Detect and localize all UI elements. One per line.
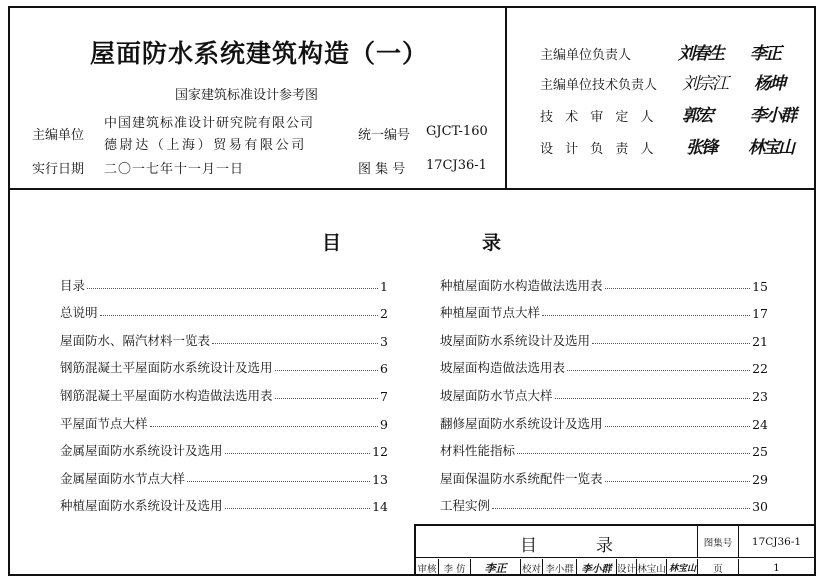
toc-leader [492, 508, 750, 509]
toc-entry-page: 17 [752, 306, 768, 322]
toc-entry-title: 钢筋混凝土平屋面防水构造做法选用表 [60, 387, 273, 403]
title-block-name [416, 526, 698, 558]
review-label: 审核 [417, 563, 437, 575]
toc-leader [212, 343, 378, 344]
toc-entry-page: 25 [752, 444, 768, 460]
toc-leader [87, 288, 378, 289]
toc-entry-title: 种植屋面防水构造做法选用表 [440, 277, 603, 293]
review-name: 李 仿 [438, 559, 470, 576]
toc-entry[interactable] [440, 432, 768, 460]
toc-entry[interactable] [60, 349, 388, 377]
toc-leader [187, 481, 370, 482]
toc-leader [225, 508, 371, 509]
review-signature: 李正 [470, 559, 520, 576]
atlas-no-value: 17CJ36-1 [738, 526, 814, 558]
toc-entry[interactable] [60, 404, 388, 432]
toc-leader [100, 315, 379, 316]
toc-left-column [60, 266, 388, 514]
toc-leader [517, 453, 750, 454]
title-block [414, 524, 814, 576]
toc-leader [225, 453, 371, 454]
toc-entry[interactable] [440, 266, 768, 294]
toc-leader [605, 426, 751, 427]
toc-entry[interactable] [440, 487, 768, 515]
toc-entry[interactable] [440, 349, 768, 377]
toc-entry-page: 3 [380, 333, 388, 349]
date-value: 二〇一七年十一月一日 [104, 162, 245, 177]
toc-leader [542, 315, 750, 316]
toc-entry-page: 14 [372, 499, 388, 515]
toc-entry-title: 材料性能指标 [440, 443, 516, 459]
toc-entry[interactable] [60, 294, 388, 322]
toc-leader [592, 343, 750, 344]
signature-1a: 刘春生 [678, 44, 723, 64]
check-name: 李小群 [542, 559, 576, 576]
toc-right-column [440, 266, 768, 514]
toc-leader [555, 398, 751, 399]
drawing-frame [8, 6, 816, 576]
toc-entry[interactable] [440, 294, 768, 322]
toc-leader [605, 288, 751, 289]
signature-2b: 杨坤 [754, 74, 784, 94]
toc-entry-page: 6 [380, 361, 388, 377]
toc-entry-title: 金属屋面防水系统设计及选用 [60, 443, 223, 459]
toc-entry-page: 2 [380, 306, 388, 322]
toc-entry-title: 平屋面节点大样 [60, 415, 148, 431]
signature-3a: 郭宏 [682, 106, 712, 126]
toc-entry-page: 22 [752, 361, 768, 377]
toc-entry[interactable] [60, 432, 388, 460]
atlas-label: 图 集 号 [358, 162, 406, 177]
toc-entry-page: 30 [752, 499, 768, 515]
document-subtitle: 国家建筑标准设计参考图 [175, 88, 319, 103]
editor-unit-label: 主编单位 [32, 128, 85, 143]
toc-entry-page: 21 [752, 333, 768, 349]
toc-entry[interactable] [440, 404, 768, 432]
toc-entry-title: 翻修屋面防水系统设计及选用 [440, 415, 603, 431]
toc-entry[interactable] [440, 376, 768, 404]
date-label: 实行日期 [32, 162, 85, 177]
toc-entry-title: 屋面防水、隔汽材料一览表 [60, 332, 211, 348]
toc-entry-title: 坡屋面构造做法选用表 [440, 360, 566, 376]
signature-role-2: 主编单位技术负责人 [540, 78, 658, 93]
toc-leader [275, 398, 379, 399]
signature-4a: 张锋 [686, 138, 716, 158]
toc-entry-title: 钢筋混凝土平屋面防水系统设计及选用 [60, 360, 273, 376]
signature-role-1: 主编单位负责人 [540, 48, 632, 63]
toc-entry[interactable] [60, 321, 388, 349]
header-block [10, 8, 814, 190]
toc-leader [567, 370, 750, 371]
toc-entry-page: 23 [752, 388, 768, 404]
signature-role-3: 技 术 审 定 人 [540, 110, 658, 125]
title-block-name-right: 录 [596, 536, 613, 556]
page-label: 页 [713, 563, 723, 575]
document-title: 屋面防水系统建筑构造（一） [90, 39, 429, 68]
toc-entry-page: 15 [752, 278, 768, 294]
toc-entry[interactable] [60, 459, 388, 487]
signature-role-4: 设 计 负 责 人 [540, 142, 658, 157]
toc-entry-page: 12 [372, 444, 388, 460]
toc-entry-title: 种植屋面防水系统设计及选用 [60, 498, 223, 514]
design-signature: 林宝山 [666, 559, 698, 576]
atlas-value: 17CJ36-1 [426, 158, 487, 173]
check-label: 校对 [520, 559, 542, 576]
atlas-no-label: 图集号 [698, 526, 738, 558]
toc-heading-left: 目 [322, 232, 342, 254]
toc-leader [150, 426, 379, 427]
toc-entry[interactable] [440, 321, 768, 349]
toc-entry-title: 金属屋面防水节点大样 [60, 470, 186, 486]
toc-leader [605, 481, 751, 482]
signature-2a: 刘宗江 [682, 74, 727, 94]
toc-entry-title: 屋面保温防水系统配件一览表 [440, 470, 603, 486]
toc-leader [275, 370, 379, 371]
toc-entry-title: 种植屋面节点大样 [440, 305, 541, 321]
toc-entry[interactable] [60, 487, 388, 515]
review-row [416, 559, 698, 576]
toc-entry-title: 坡屋面防水系统设计及选用 [440, 332, 591, 348]
editor-unit-line2: 德尉达（上海）贸易有限公司 [104, 138, 307, 153]
toc-entry-page: 24 [752, 416, 768, 432]
toc-entry-title: 工程实例 [440, 498, 491, 514]
toc-entry[interactable] [60, 376, 388, 404]
editor-unit-line1: 中国建筑标准设计研究院有限公司 [104, 116, 315, 131]
toc-entry-page: 13 [372, 471, 388, 487]
toc-entry-title: 目录 [60, 277, 86, 293]
signature-3b: 李小群 [750, 106, 795, 126]
page-value: 1 [738, 559, 814, 576]
toc-entry-page: 7 [380, 388, 388, 404]
toc-entry-page: 1 [380, 278, 388, 294]
code-value: GJCT-160 [426, 124, 488, 139]
toc-entry[interactable] [440, 459, 768, 487]
signature-4b: 林宝山 [748, 138, 793, 158]
toc-entry-title: 坡屋面防水节点大样 [440, 387, 553, 403]
toc-entry-page: 29 [752, 471, 768, 487]
toc-entry[interactable] [60, 266, 388, 294]
toc-heading-right: 录 [482, 232, 502, 254]
design-name: 林宝山 [636, 559, 666, 576]
title-block-name-left: 目 [520, 536, 537, 556]
code-label: 统一编号 [358, 128, 411, 143]
toc-entry-title: 总说明 [60, 305, 98, 321]
signature-1b: 李正 [750, 44, 780, 64]
design-label: 设计 [616, 559, 636, 576]
header-info [10, 8, 507, 188]
toc-entry-page: 9 [380, 416, 388, 432]
check-signature: 李小群 [576, 559, 616, 576]
